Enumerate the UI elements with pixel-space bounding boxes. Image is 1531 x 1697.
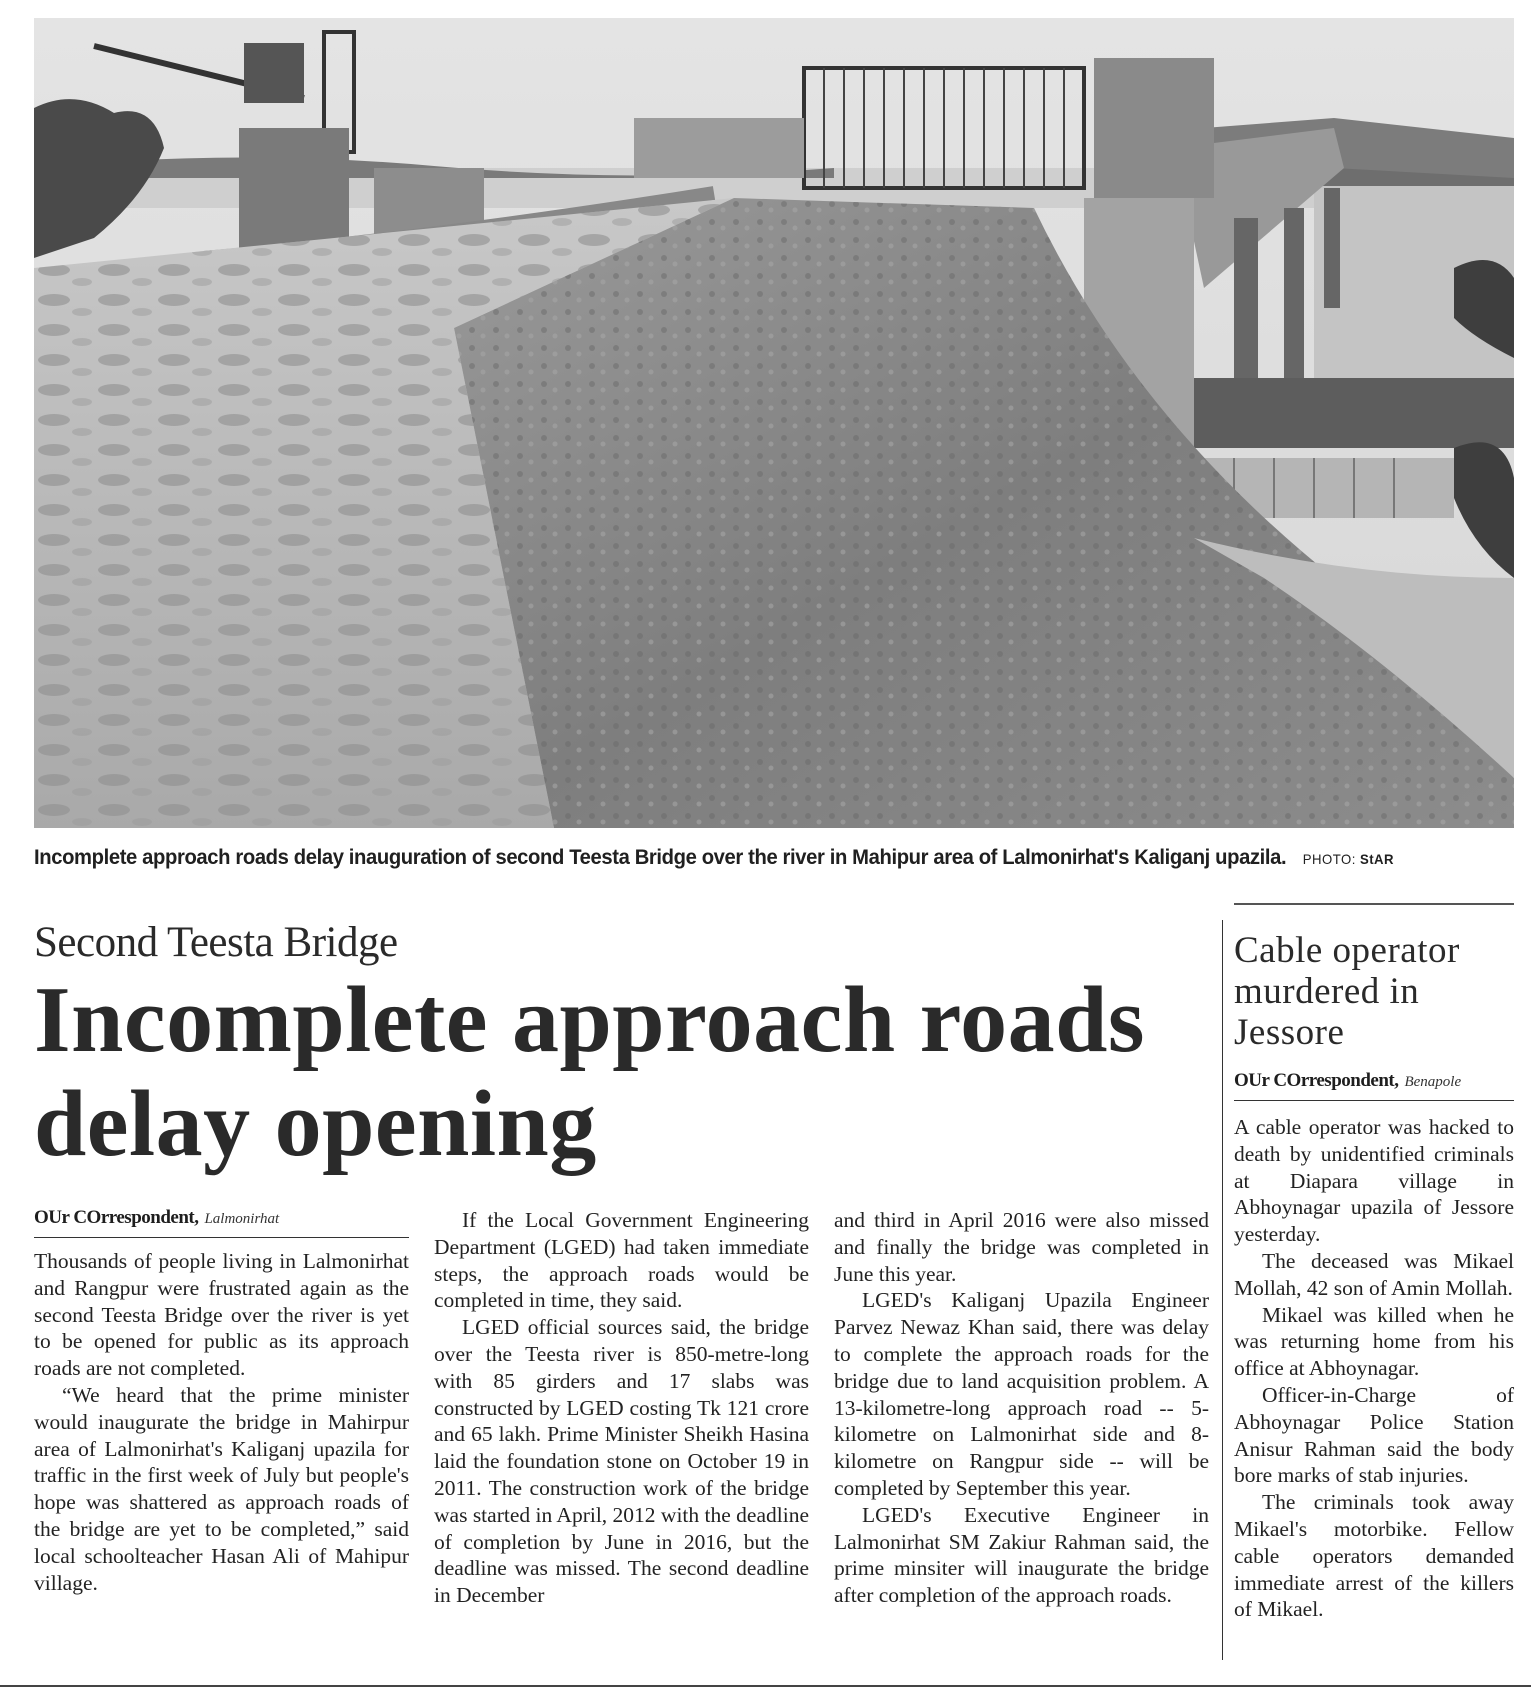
credit-source: StAR [1359,851,1395,867]
paragraph: If the Local Government Engineering Department (LGED) had taken immediate steps, the approach roads would be completed in time, they said. [434,1208,809,1313]
photo-credit [1303,851,1394,867]
paragraph: The deceased was Mikael Mollah, 42 son of Amin Mollah. [1234,1248,1514,1300]
paragraph: LGED's Executive Engineer in Lalmonirhat SM Zakiur Rahman said, the prime minsiter will inaugurate the bridge after completion of the approach roads. [834,1502,1209,1608]
side-story-body [1234,1114,1514,1623]
news-photo [34,18,1514,828]
byline-name: OUr COrrespondent, [34,1207,199,1228]
paragraph: Mikael was killed when he was returning home from his office at Abhoynagar. [1234,1302,1514,1381]
paragraph: A cable operator was hacked to death by unidentified criminals at Diapara village in Abhoynagar upazila of Jessore yesterday. [1234,1115,1514,1247]
story-column-2 [434,1207,809,1609]
story-kicker: Second Teesta Bridge [34,919,398,966]
sidebar-top-rule [1234,903,1514,905]
credit-label: PHOTO: [1302,851,1356,867]
main-byline [34,1207,409,1238]
side-story-headline: Cable operator murdered in Jessore [1234,930,1460,1053]
paragraph: LGED official sources said, the bridge over the Teesta river is 850-metre-long with 85 girders and 17 slabs was constructed by LGED costing Tk 121 crore and 65 lakh. Prime Minister Sheikh Hasina laid the foundation stone on October 19 in 2011. The construction work of the bridge was started in April, 2012 with the deadline of completion by June in 2016, but the deadline was missed. The second deadline in December [434,1315,809,1608]
bridge-construction-photo [34,18,1514,828]
byline-place: Lalmonirhat [204,1211,280,1227]
paragraph: Officer-in-Charge of Abhoynagar Police Station Anisur Rahman said the body bore marks of stab injuries. [1234,1382,1514,1488]
caption-text: Incomplete approach roads delay inauguration of second Teesta Bridge over the river in Mahipur area of Lalmonirhat's Kaliganj upazila. [34,845,1287,869]
byline-name: OUr COrrespondent, [1234,1070,1399,1091]
paragraph: The criminals took away Mikael's motorbike. Fellow cable operators demanded immediate arrest of the killers of Mikael. [1234,1490,1514,1622]
paragraph: “We heard that the prime minister would inaugurate the bridge in Mahirpur area of Lalmonirhat's Kaliganj upazila for traffic in the first week of July but people's hope was shattered as approach roads of the bridge are yet to be completed,” said local schoolteacher Hasan Ali of Mahipur village. [34,1382,409,1595]
story-column-1 [34,1248,409,1596]
paragraph: Thousands of people living in Lalmonirhat and Rangpur were frustrated again as the second Teesta Bridge over the river is yet to be opened for public as its approach roads are not completed. [34,1249,409,1381]
photo-caption [34,845,1425,885]
story-headline: Incomplete approach roads delay opening [34,968,1145,1176]
side-byline [1234,1070,1514,1101]
story-column-3 [834,1207,1209,1609]
page-bottom-rule [0,1685,1531,1687]
paragraph: LGED's Kaliganj Upazila Engineer Parvez Newaz Khan said, there was delay to complete the approach roads for the bridge due to land acquisition problem. A 13-kilometre-long approach road -- 5-kilometre on Lalmonirhat side and 8-kilometre on Rangpur side -- will be completed by September this year. [834,1288,1209,1500]
paragraph: and third in April 2016 were also missed and finally the bridge was completed in June this year. [834,1208,1209,1286]
byline-place: Benapole [1404,1074,1462,1090]
